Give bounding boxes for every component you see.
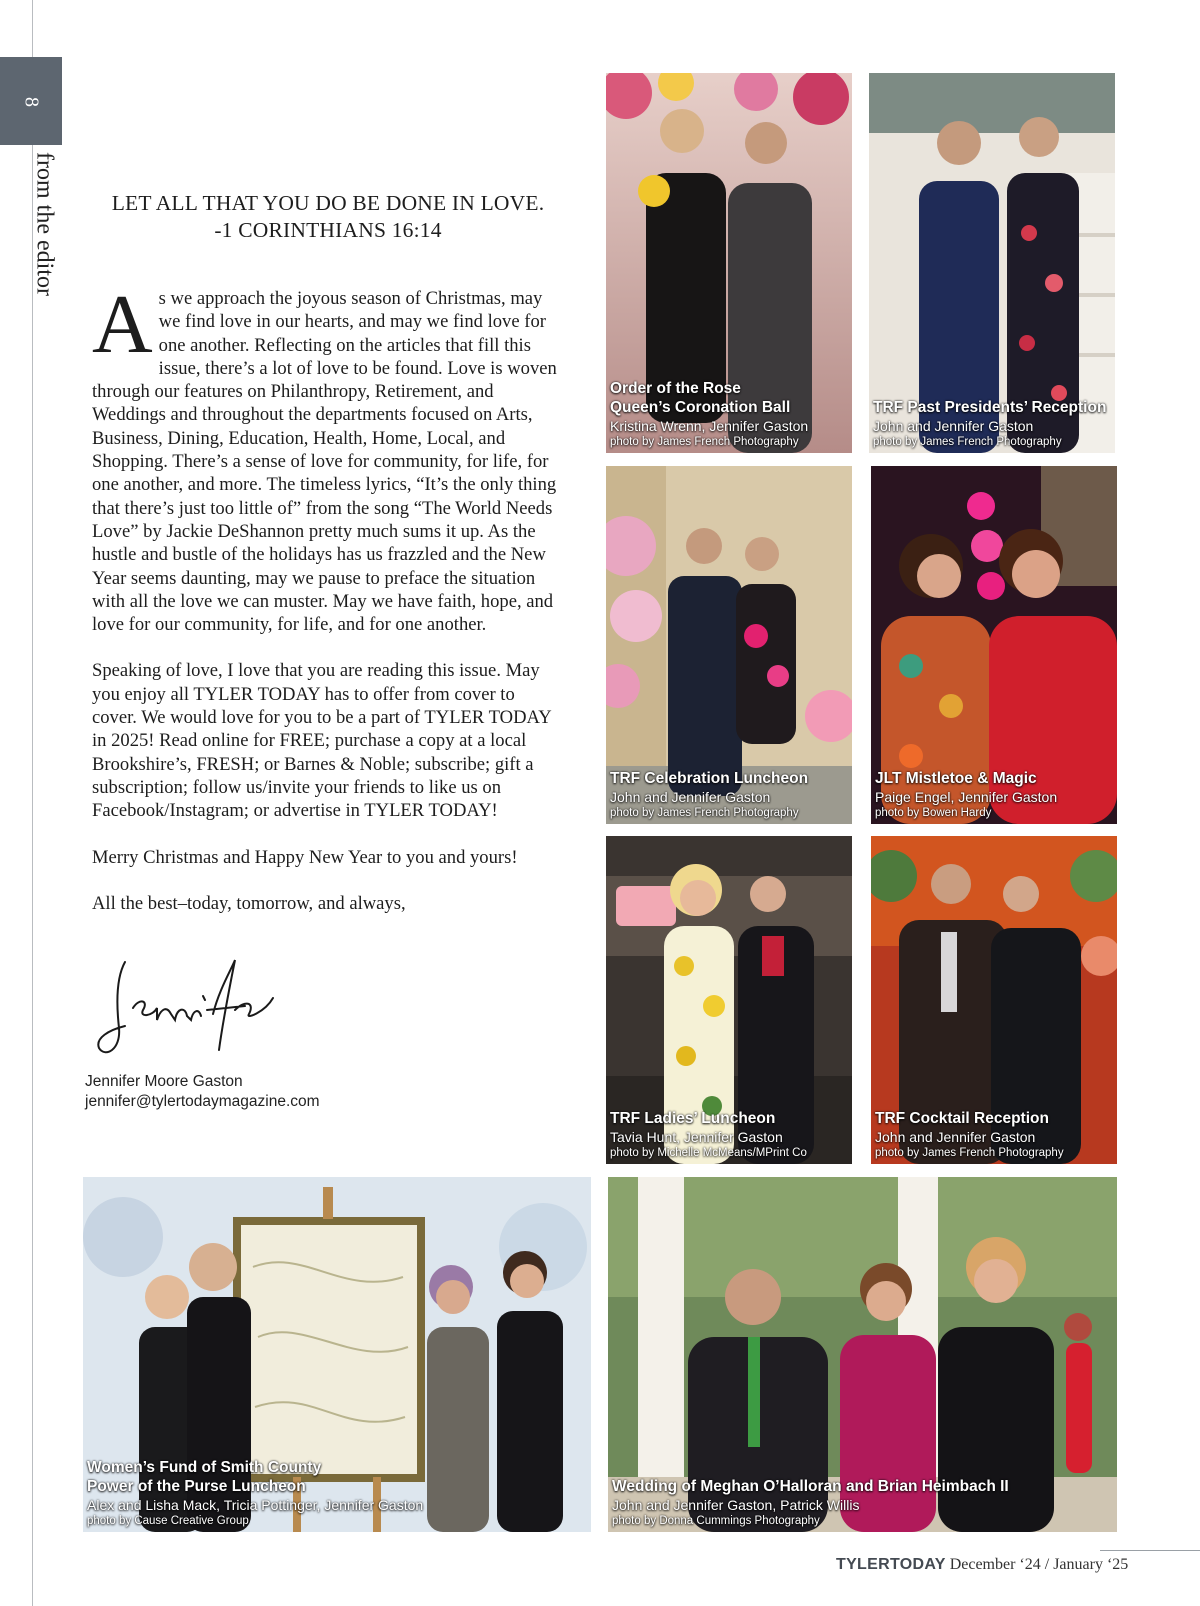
caption-names: John and Jennifer Gaston bbox=[873, 418, 1034, 434]
editor-letter bbox=[92, 278, 562, 938]
caption-title: Power of the Purse Luncheon bbox=[87, 1477, 306, 1495]
caption-names: John and Jennifer Gaston bbox=[610, 789, 771, 805]
photo-caption bbox=[610, 770, 848, 822]
photo-coronation-ball bbox=[606, 73, 852, 453]
caption-title: Queen’s Coronation Ball bbox=[610, 398, 791, 416]
photo-caption bbox=[612, 1478, 1113, 1530]
photo-caption bbox=[610, 380, 848, 450]
letter-paragraph-2: Speaking of love, I love that you are reading this issue. May you enjoy all TYLER TODAY has to offer from cover to cover. We would love for you to be a part of TYLER TODAY in 2025! Read online for FREE; purchase a copy at a local Brookshire’s, FRESH; or Barnes & Noble; subscribe; gift a subscription; follow us/invite your friends to like us on Facebook/Instagram; or advertise in TYLER TODAY! bbox=[92, 660, 551, 822]
photo-celebration-luncheon bbox=[606, 466, 852, 824]
photo-cocktail-reception bbox=[871, 836, 1117, 1164]
photo-caption bbox=[875, 770, 1113, 822]
page-number: 8 bbox=[20, 97, 43, 107]
caption-names: John and Jennifer Gaston bbox=[875, 1129, 1036, 1145]
letter-paragraph-4: All the best–today, tomorrow, and always, bbox=[92, 892, 406, 914]
photo-mistletoe-magic bbox=[871, 466, 1117, 824]
page-footer bbox=[836, 1556, 1128, 1574]
caption-title: TRF Ladies’ Luncheon bbox=[610, 1109, 776, 1127]
letter-paragraph-1-text: s we approach the joyous season of Christmas, may we find love in our hearts, and may we find love for one another. Reflecting on the articles that fill this issue, there’s a lot of love to be found. Love is woven through our features on Philanthropy, Retirement, and Weddings and throughout the departments focused on Arts, Business, Dining, Education, Health, Home, Local, and Shopping. There’s a sense of love for community, for life, for one another, and more. The timeless lyrics, “It’s the only thing that there’s just too little of” from the song “The World Needs Love” by Jackie DeShannon pretty much sums it up. As the hustle and bustle of the holidays has us frazzled and the New Year seems daunting, may we pause to preface the situation with all the love we can muster. May we have faith, hope, and love for our community, for life, and for one another. bbox=[92, 288, 557, 636]
caption-credit: photo by James French Photography bbox=[610, 807, 799, 819]
drop-cap: A bbox=[92, 278, 153, 371]
caption-title: TRF Past Presidents’ Reception bbox=[873, 398, 1107, 416]
caption-credit: photo by Bowen Hardy bbox=[875, 807, 992, 819]
letter-paragraph-3: Merry Christmas and Happy New Year to you and yours! bbox=[92, 846, 518, 868]
letter-paragraph-1 bbox=[92, 278, 562, 636]
caption-title: TRF Celebration Luncheon bbox=[610, 769, 809, 787]
photo-wedding bbox=[608, 1177, 1117, 1532]
photo-caption bbox=[873, 399, 1111, 451]
caption-title: Wedding of Meghan O’Halloran and Brian Heimbach II bbox=[612, 1477, 1009, 1495]
caption-title: Order of the Rose bbox=[610, 380, 741, 397]
photo-caption bbox=[87, 1459, 587, 1529]
caption-credit: photo by James French Photography bbox=[610, 436, 799, 448]
editor-signoff bbox=[85, 1072, 320, 1112]
caption-title: JLT Mistletoe & Magic bbox=[875, 769, 1037, 787]
magazine-name: TYLERTODAY bbox=[836, 1556, 946, 1573]
caption-title: TRF Cocktail Reception bbox=[875, 1109, 1049, 1127]
quote-line: LET ALL THAT YOU DO BE DONE IN LOVE. bbox=[111, 191, 545, 215]
caption-names: Alex and Lisha Mack, Tricia Pottinger, Jennifer Gaston bbox=[87, 1497, 424, 1513]
issue-date: December ‘24 / January ‘25 bbox=[949, 1556, 1129, 1573]
editor-name: Jennifer Moore Gaston bbox=[85, 1073, 243, 1090]
photo-caption bbox=[610, 1110, 848, 1162]
signature-image bbox=[95, 950, 285, 1060]
caption-credit: photo by Cause Creative Group bbox=[87, 1515, 249, 1527]
editor-email: jennifer@tylertodaymagazine.com bbox=[85, 1093, 320, 1110]
caption-names: Kristina Wrenn, Jennifer Gaston bbox=[610, 418, 809, 434]
photo-ladies-luncheon bbox=[606, 836, 852, 1164]
scripture-quote bbox=[88, 190, 568, 244]
caption-credit: photo by James French Photography bbox=[875, 1147, 1064, 1159]
photo-caption bbox=[875, 1110, 1113, 1162]
caption-credit: photo by Donna Cummings Photography bbox=[612, 1515, 820, 1527]
caption-names: Paige Engel, Jennifer Gaston bbox=[875, 789, 1058, 805]
photo-power-of-the-purse bbox=[83, 1177, 591, 1532]
quote-reference: -1 CORINTHIANS 16:14 bbox=[214, 218, 442, 242]
caption-credit: photo by Michelle McMeans/MPrint Co bbox=[610, 1147, 807, 1159]
section-label: from the editor bbox=[31, 152, 58, 296]
photo-past-presidents bbox=[869, 73, 1115, 453]
footer-rule bbox=[1100, 1550, 1200, 1551]
caption-credit: photo by James French Photography bbox=[873, 436, 1062, 448]
caption-title: Women’s Fund of Smith County bbox=[87, 1459, 322, 1476]
caption-names: Tavia Hunt, Jennifer Gaston bbox=[610, 1129, 783, 1145]
caption-names: John and Jennifer Gaston, Patrick Willis bbox=[612, 1497, 860, 1513]
